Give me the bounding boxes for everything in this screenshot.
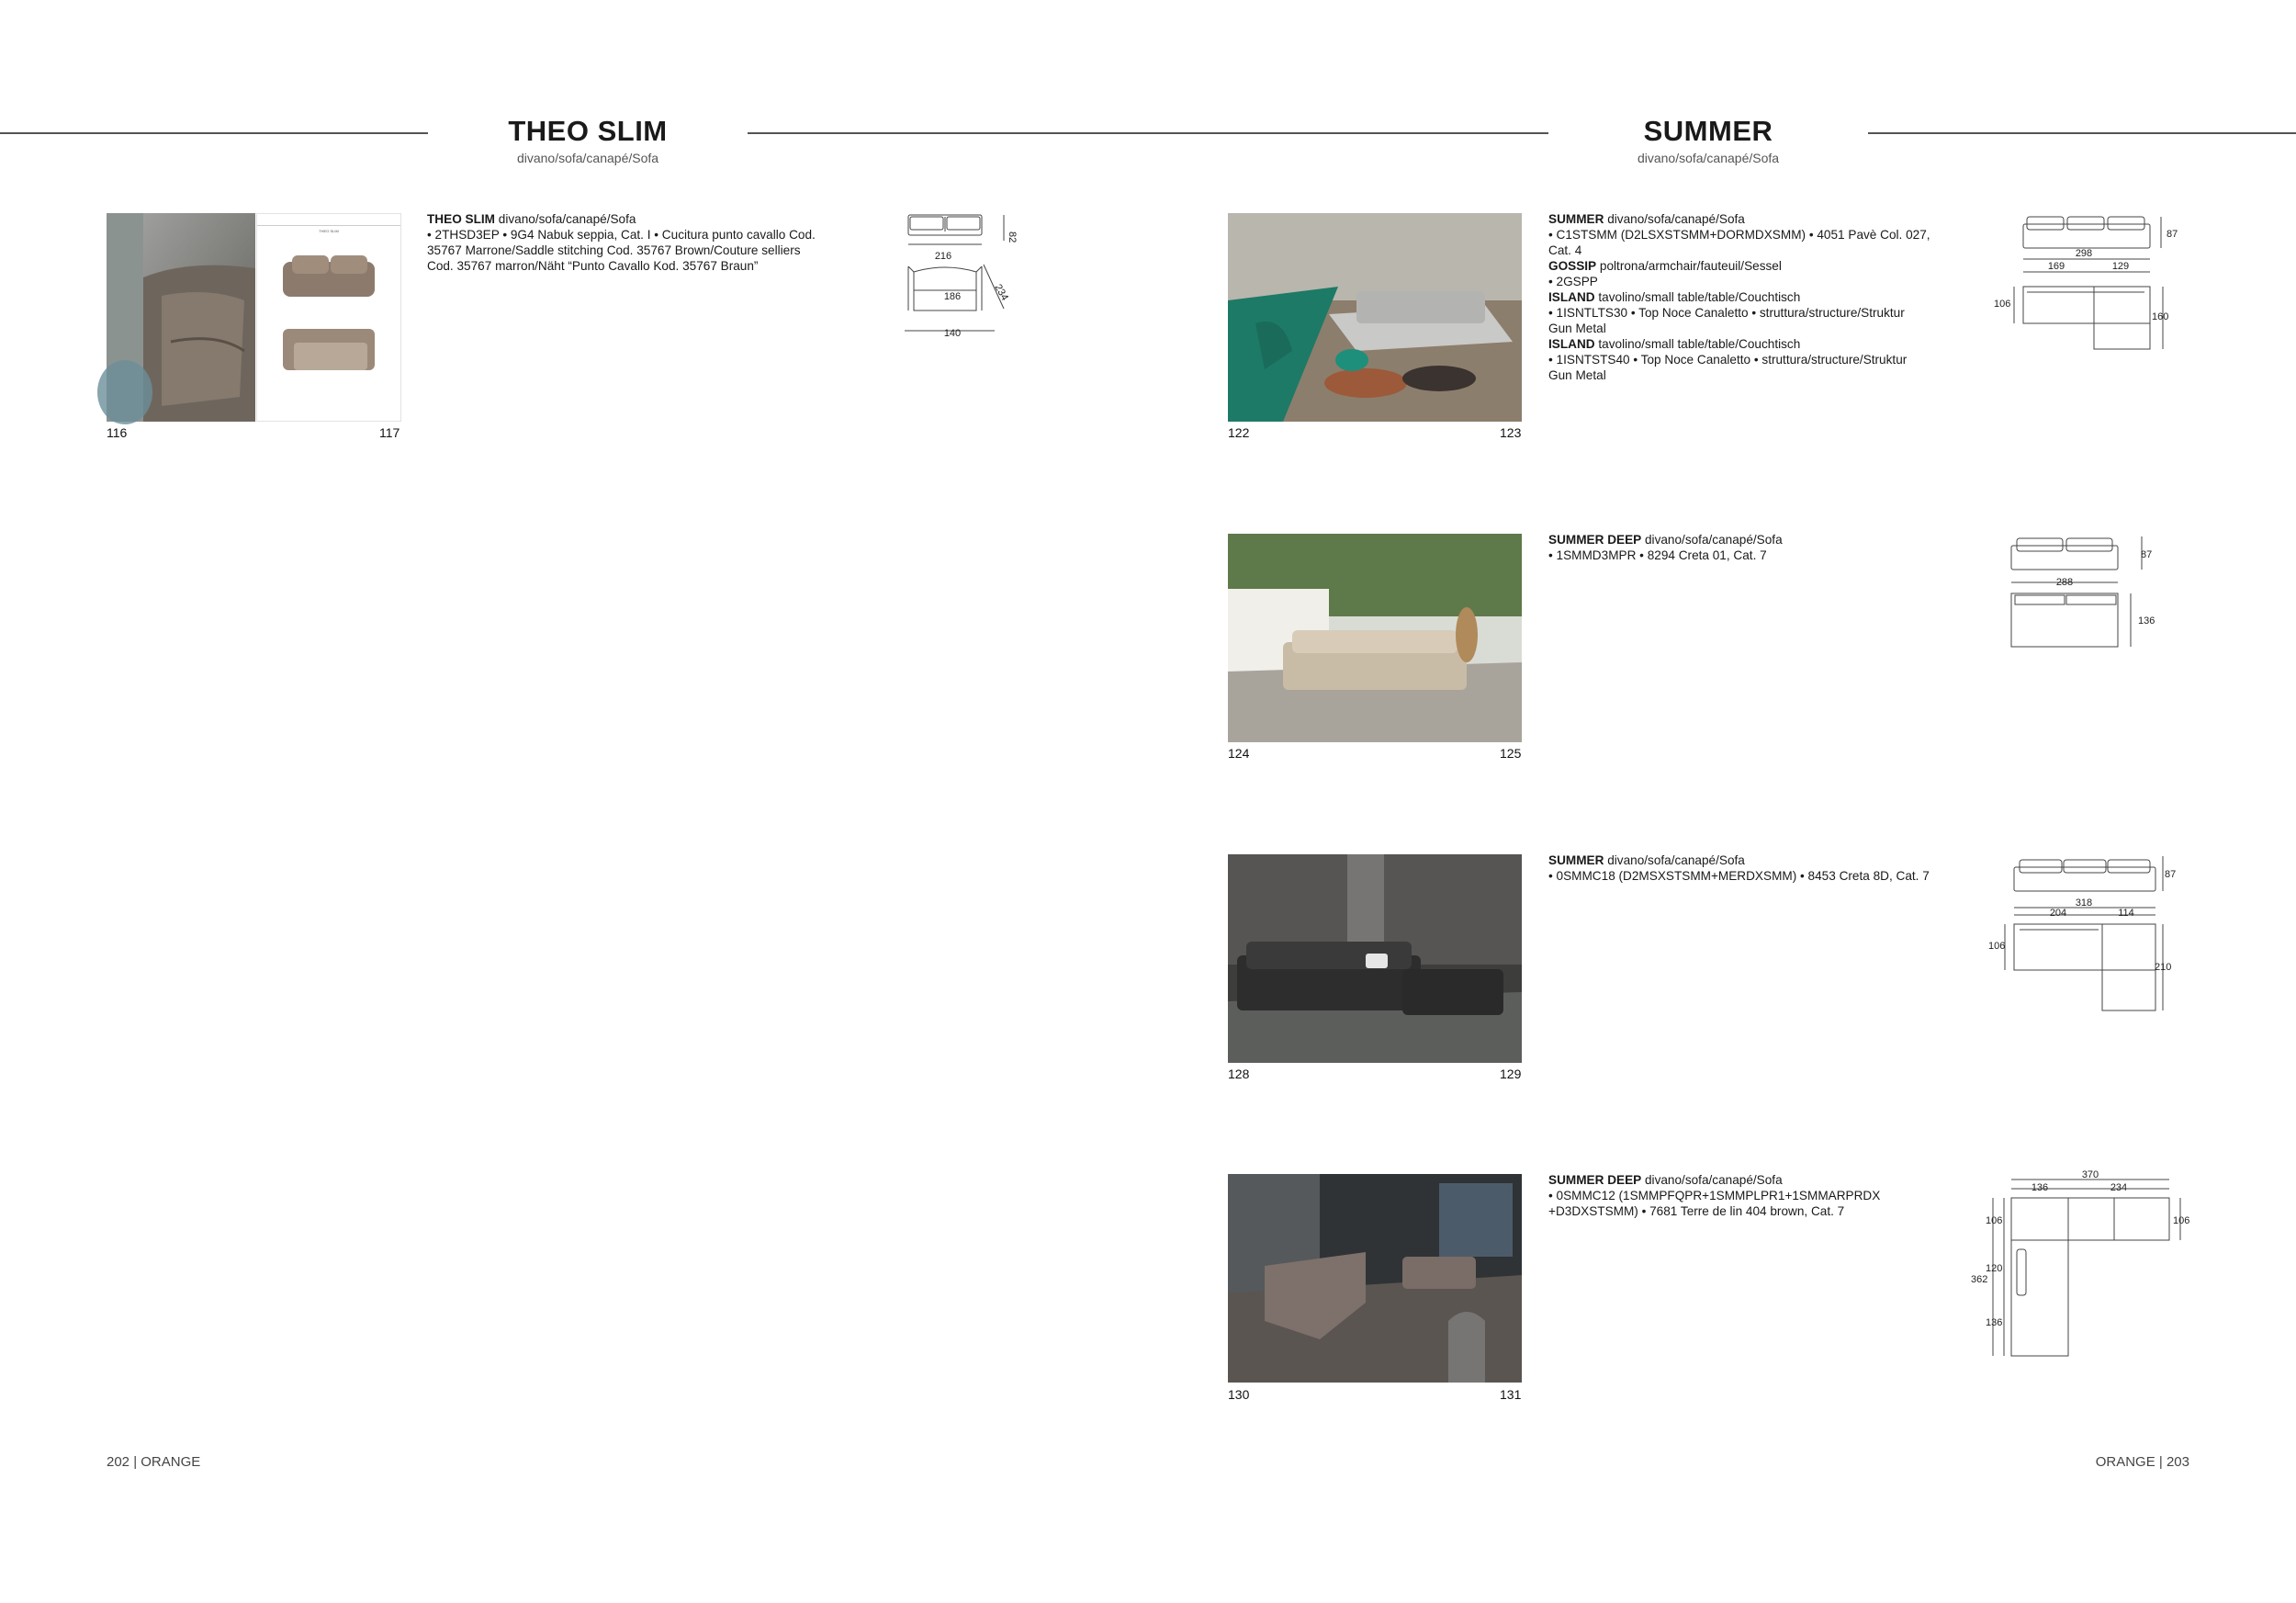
theo-slim-page-right: 117 (379, 425, 400, 440)
dim-bed-width: 140 (943, 328, 962, 339)
dim-depth-right: 106 (2173, 1215, 2190, 1226)
dim-height: 87 (2141, 549, 2153, 560)
summer-photo-3 (1228, 854, 1522, 1063)
footer-right: ORANGE | 203 (2095, 1454, 2189, 1470)
desc-line: SUMMER divano/sofa/canapé/Sofa (1548, 853, 1745, 867)
summer-2-description (1548, 532, 1971, 563)
dim-mid: 120 (1986, 1263, 2003, 1274)
dim-chaise: 210 (2155, 962, 2172, 973)
dim-right: 234 (2110, 1182, 2128, 1193)
dim-depth-top: 106 (1986, 1215, 2003, 1226)
summer-3-page-left: 128 (1228, 1067, 1250, 1081)
desc-line: ISLAND tavolino/small table/table/Couchtisch (1548, 337, 1801, 351)
dim-total-h: 362 (1971, 1274, 1988, 1285)
desc-line: • C1STSMM (D2LSXSTSMM+DORMDXSMM) • 4051 Pavè Col. 027, (1548, 228, 1930, 242)
desc-line: Cat. 4 (1548, 243, 1582, 257)
dim-left: 169 (2047, 261, 2065, 272)
dim-left: 136 (2031, 1182, 2049, 1193)
footer-left: 202 | ORANGE (107, 1454, 201, 1470)
section-title-summer: SUMMER (1643, 115, 1773, 147)
dim-bed-length: 186 (943, 291, 962, 302)
dim-total: 370 (2081, 1169, 2099, 1180)
dim-height: 87 (2165, 869, 2177, 880)
desc-line: GOSSIP poltrona/armchair/fauteuil/Sessel (1548, 259, 1782, 273)
section-subtitle-summer: divano/sofa/canapé/Sofa (1637, 151, 1780, 165)
dim-height: 82 (1007, 231, 1018, 243)
header-rule-left-1 (0, 132, 428, 134)
summer-1-page-left: 122 (1228, 425, 1250, 440)
desc-line: ISLAND tavolino/small table/table/Couchtisch (1548, 290, 1801, 304)
dim-depth: 106 (1994, 299, 2011, 310)
summer-photo-4 (1228, 1174, 1522, 1383)
desc-line: Gun Metal (1548, 322, 1606, 335)
summer-1-page-right: 123 (1500, 425, 1522, 440)
summer-3-technical-drawing (1988, 851, 2177, 1016)
desc-line: • 2THSD3EP • 9G4 Nabuk seppia, Cat. I • Cucitura punto cavallo Cod. (427, 228, 816, 242)
desc-line: SUMMER DEEP divano/sofa/canapé/Sofa (1548, 533, 1783, 547)
summer-3-description (1548, 852, 1980, 884)
theo-slim-description (427, 211, 859, 274)
dim-width: 216 (934, 251, 952, 262)
theo-slim-photo-thumbnails (256, 213, 401, 422)
summer-4-technical-drawing (1965, 1167, 2195, 1360)
header-rule-left-2 (748, 132, 1548, 134)
section-title-theo-slim: THEO SLIM (508, 115, 668, 147)
dim-height: 87 (2167, 229, 2178, 240)
desc-line: • 0SMMC12 (1SMMPFQPR+1SMMPLPR1+1SMMARPRDX (1548, 1189, 1881, 1202)
dim-depth: 106 (1988, 941, 2006, 952)
summer-photo-2 (1228, 534, 1522, 742)
dim-depth: 136 (2138, 615, 2155, 627)
desc-line: • 0SMMC18 (D2MSXSTSMM+MERDXSMM) • 8453 Creta 8D, Cat. 7 (1548, 869, 1930, 883)
header-rule-right (1868, 132, 2296, 134)
desc-line: 35767 Marrone/Saddle stitching Cod. 35767 Brown/Couture selliers (427, 243, 801, 257)
dim-total: 318 (2075, 897, 2093, 909)
summer-4-page-right: 131 (1500, 1387, 1522, 1402)
summer-photo-1 (1228, 213, 1522, 422)
theo-slim-thumb-label: THEO SLIM (319, 229, 339, 233)
summer-2-page-right: 125 (1500, 746, 1522, 761)
summer-1-technical-drawing (1988, 209, 2177, 356)
dim-chaise: 160 (2152, 311, 2169, 322)
summer-4-description (1548, 1172, 1971, 1219)
theo-slim-technical-drawing (895, 209, 1024, 343)
desc-line: • 1ISNTLTS30 • Top Noce Canaletto • struttura/structure/Struktur (1548, 306, 1905, 320)
desc-line: SUMMER DEEP divano/sofa/canapé/Sofa (1548, 1173, 1783, 1187)
desc-line: Cod. 35767 marron/Näht “Punto Cavallo Kod. 35767 Braun” (427, 259, 759, 273)
theo-slim-page-left: 116 (107, 425, 128, 440)
dim-depth-open: 234 (992, 282, 1010, 303)
desc-line: SUMMER divano/sofa/canapé/Sofa (1548, 212, 1745, 226)
summer-1-description (1548, 211, 1971, 383)
desc-line: +D3DXSTSMM) • 7681 Terre de lin 404 brown, Cat. 7 (1548, 1204, 1845, 1218)
dim-left: 204 (2049, 908, 2067, 919)
desc-line: • 1ISNTSTS40 • Top Noce Canaletto • struttura/structure/Struktur (1548, 353, 1908, 367)
dim-width: 288 (2055, 577, 2074, 588)
dim-total: 298 (2075, 248, 2093, 259)
summer-2-page-left: 124 (1228, 746, 1250, 761)
desc-line: THEO SLIM divano/sofa/canapé/Sofa (427, 212, 636, 226)
summer-3-page-right: 129 (1500, 1067, 1522, 1081)
desc-line: • 1SMMD3MPR • 8294 Creta 01, Cat. 7 (1548, 548, 1767, 562)
dim-right: 129 (2111, 261, 2130, 272)
summer-2-technical-drawing (2002, 531, 2167, 655)
summer-4-page-left: 130 (1228, 1387, 1250, 1402)
dim-right: 114 (2118, 908, 2134, 919)
desc-line: • 2GSPP (1548, 275, 1598, 288)
theo-slim-photo-armrest (107, 213, 255, 422)
dim-bottom: 136 (1986, 1317, 2003, 1328)
desc-line: Gun Metal (1548, 368, 1606, 382)
section-subtitle-theo-slim: divano/sofa/canapé/Sofa (516, 151, 659, 165)
